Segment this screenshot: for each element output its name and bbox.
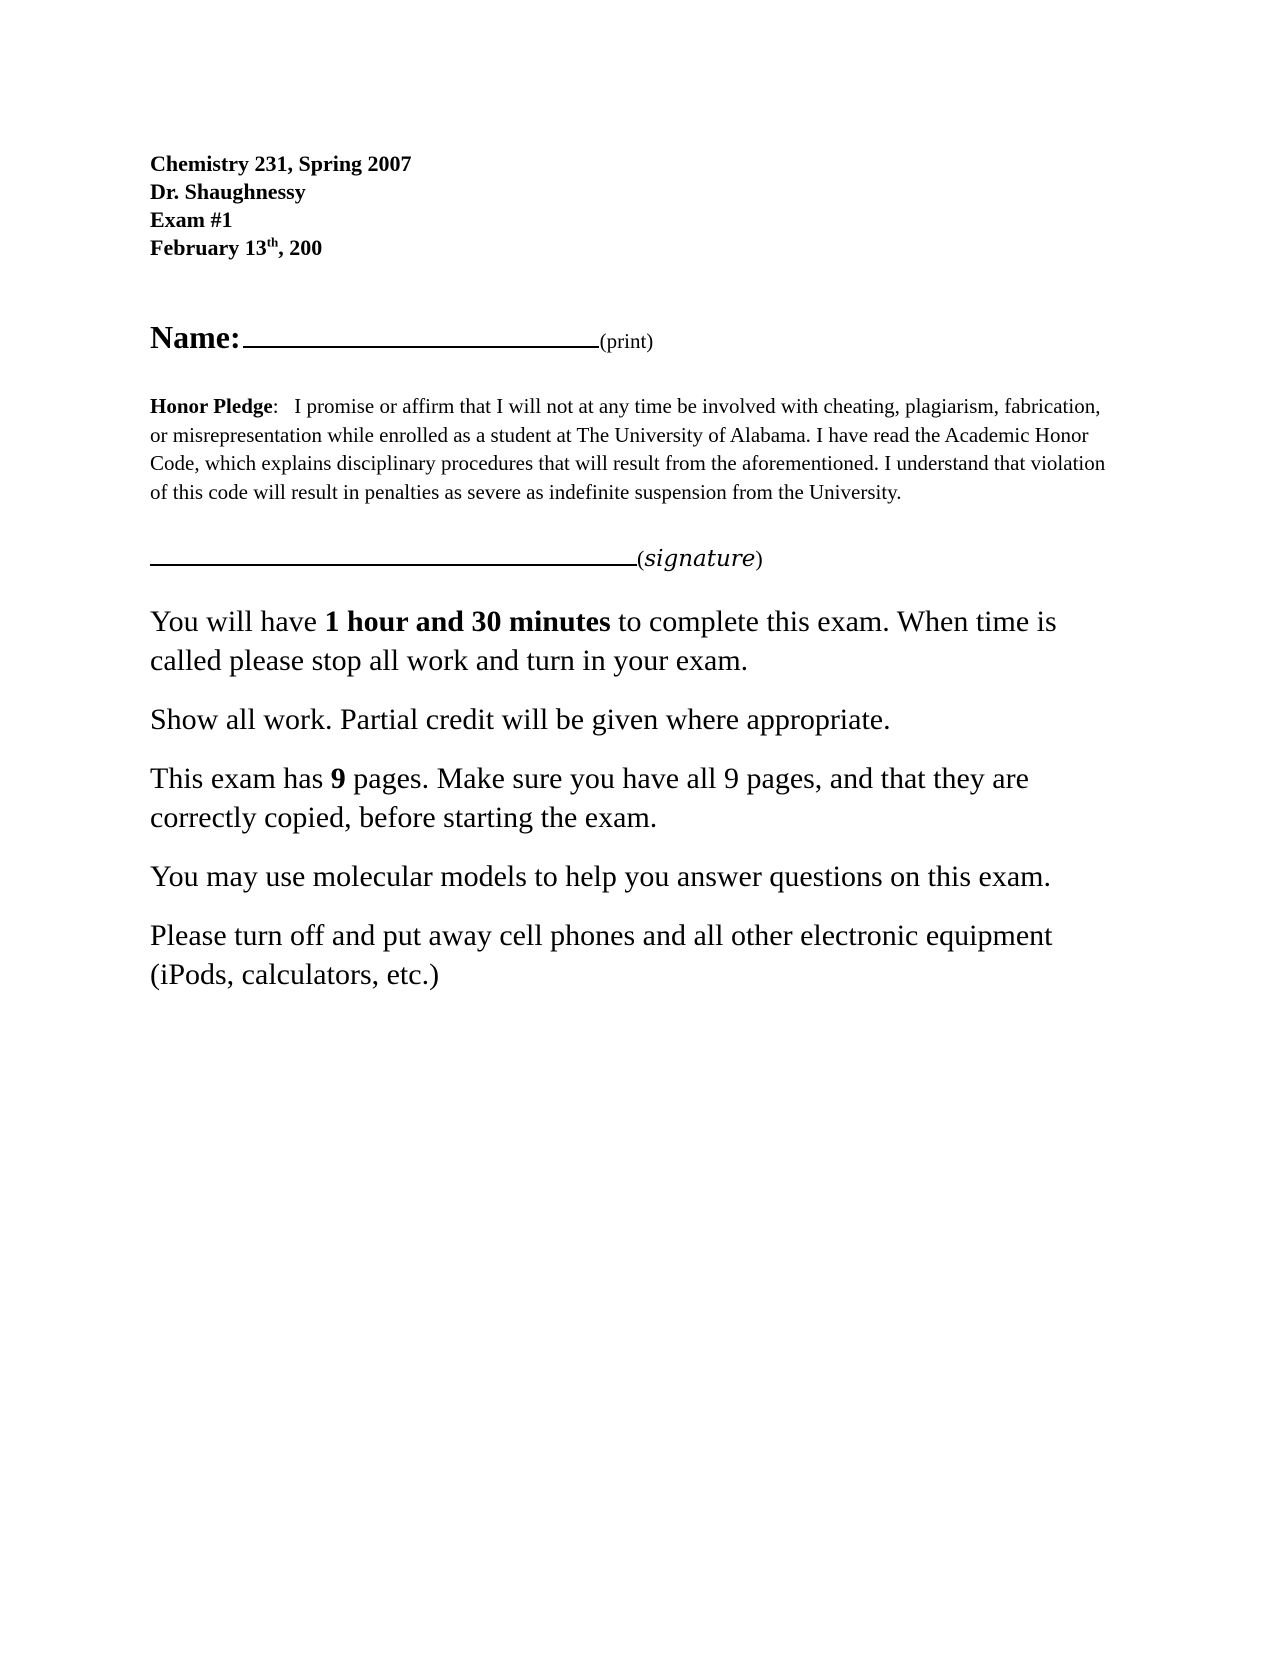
- exam-header: [150, 150, 1110, 262]
- exam-date-year: , 200: [278, 235, 323, 260]
- pages-instruction-before: This exam has: [150, 762, 331, 795]
- time-instruction-duration: 1 hour and 30 minutes: [324, 605, 611, 638]
- pages-instruction: [150, 759, 1110, 837]
- signature-close-paren: ): [755, 546, 763, 571]
- signature-label: signature: [644, 546, 756, 572]
- exam-date: [150, 234, 1110, 262]
- course-title: Chemistry 231, Spring 2007: [150, 151, 412, 176]
- name-field-row: [150, 318, 1110, 356]
- signature-blank-line[interactable]: [150, 538, 637, 566]
- exam-date-ordinal: th: [266, 234, 279, 250]
- name-blank-line[interactable]: [243, 318, 599, 348]
- honor-pledge-text: I promise or affirm that I will not at any time be involved with cheating, plagiarism, fabrication, or misrepresentation while enrolled as a student at The University of Alabama. I have read the Academic Honor Code, which explains disciplinary procedures that will result from the aforementioned. I understand that violation of this code will result in penalties as severe as indefinite suspension from the University.: [150, 394, 1106, 504]
- work-instruction: Show all work. Partial credit will be given where appropriate.: [150, 703, 891, 736]
- name-label: Name:: [150, 319, 241, 355]
- pages-instruction-count: 9: [330, 762, 346, 795]
- exam-cover-page: [150, 150, 1110, 994]
- print-note: (print): [599, 329, 654, 353]
- honor-pledge: [150, 392, 1110, 506]
- honor-pledge-colon: :: [272, 394, 279, 418]
- instructor-name: Dr. Shaughnessy: [150, 179, 306, 204]
- exam-number: Exam #1: [150, 207, 233, 232]
- signature-open-paren: (: [637, 546, 645, 571]
- exam-date-main: February 13: [150, 235, 267, 260]
- honor-pledge-label: Honor Pledge: [150, 394, 273, 418]
- time-instruction-before: You will have: [150, 605, 325, 638]
- time-instruction-after: to complete this exam. When time is called please stop all work and turn in your exam.: [150, 605, 1057, 677]
- phones-instruction: Please turn off and put away cell phones and all other electronic equipment (iPods, calculators, etc.): [150, 919, 1053, 991]
- pages-instruction-after: pages. Make sure you have all 9 pages, and that they are correctly copied, before starting the exam.: [150, 762, 1029, 834]
- models-instruction: You may use molecular models to help you answer questions on this exam.: [150, 860, 1051, 893]
- signature-field-row: [150, 538, 1110, 572]
- time-instruction: [150, 602, 1110, 680]
